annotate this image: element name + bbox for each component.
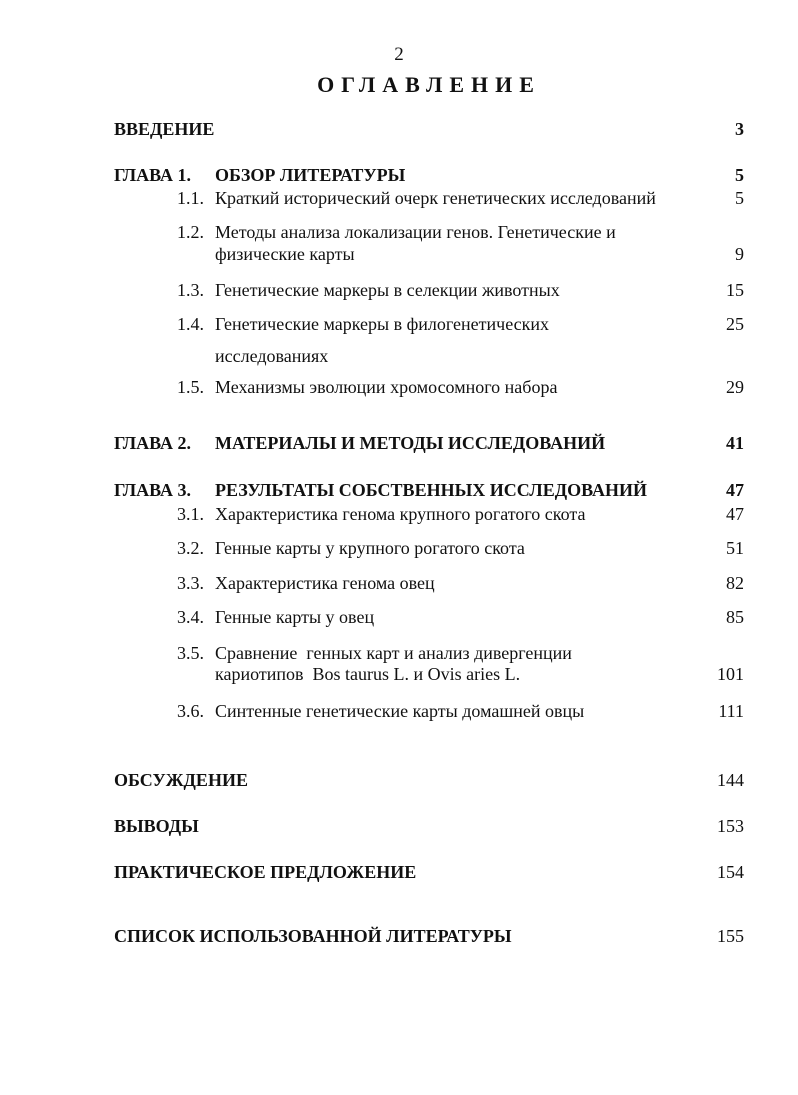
entry-title: Генетические маркеры в филогенетических (215, 314, 550, 334)
section-number: 3.4. (177, 607, 204, 627)
entry-page: 15 (726, 280, 744, 300)
chapter-label: ГЛАВА 3. (114, 480, 192, 500)
entry-title: Механизмы эволюции хромосомного набора (215, 377, 558, 397)
entry-title: РЕЗУЛЬТАТЫ СОБСТВЕННЫХ ИССЛЕДОВАНИЙ (215, 480, 647, 500)
entry-page: 153 (717, 816, 744, 836)
entry-title-cont: кариотипов Bos taurus L. и Ovis aries L. (215, 664, 521, 684)
entry-page: 47 (726, 504, 744, 524)
entry-title: ВЫВОДЫ (114, 816, 199, 836)
entry-title: Генные карты у крупного рогатого скота (215, 538, 525, 558)
entry-page: 51 (726, 538, 744, 558)
entry-title: СПИСОК ИСПОЛЬЗОВАННОЙ ЛИТЕРАТУРЫ (114, 926, 512, 946)
entry-title: Синтенные генетические карты домашней овцы (215, 701, 585, 721)
entry-title: ПРАКТИЧЕСКОЕ ПРЕДЛОЖЕНИЕ (114, 862, 417, 882)
section-number: 3.5. (177, 643, 204, 663)
entry-page: 29 (726, 377, 744, 397)
entry-page: 101 (717, 664, 744, 684)
entry-title: ОБЗОР ЛИТЕРАТУРЫ (215, 165, 406, 185)
entry-page: 82 (726, 573, 744, 593)
entry-title: Генетические маркеры в селекции животных (215, 280, 560, 300)
toc-title: ОГЛАВЛЕНИЕ (317, 72, 541, 97)
entry-page: 154 (717, 862, 744, 882)
entry-page: 5 (735, 188, 744, 208)
section-number: 1.3. (177, 280, 204, 300)
entry-title-cont: физические карты (215, 244, 355, 264)
entry-page: 155 (717, 926, 744, 946)
entry-title-cont: исследованиях (215, 346, 329, 366)
entry-page: 9 (735, 244, 744, 264)
section-number: 1.4. (177, 314, 204, 334)
entry-title: Краткий исторический очерк генетических исследований (215, 188, 656, 208)
entry-page: 41 (726, 433, 744, 453)
entry-title: Характеристика генома крупного рогатого скота (215, 504, 586, 524)
entry-title: ВВЕДЕНИЕ (114, 119, 215, 139)
entry-page: 85 (726, 607, 744, 627)
entry-title: Методы анализа локализации генов. Генетические и (215, 222, 616, 242)
entry-page: 3 (735, 119, 744, 139)
section-number: 3.3. (177, 573, 204, 593)
entry-title: МАТЕРИАЛЫ И МЕТОДЫ ИССЛЕДОВАНИЙ (215, 433, 606, 453)
entry-page: 25 (726, 314, 744, 334)
section-number: 1.5. (177, 377, 204, 397)
page-number: 2 (394, 44, 404, 65)
section-number: 3.2. (177, 538, 204, 558)
section-number: 3.1. (177, 504, 204, 524)
entry-title: ОБСУЖДЕНИЕ (114, 770, 248, 790)
entry-page: 144 (717, 770, 744, 790)
entry-title: Характеристика генома овец (215, 573, 435, 593)
entry-page: 47 (726, 480, 744, 500)
section-number: 1.2. (177, 222, 204, 242)
entry-page: 5 (735, 165, 744, 185)
chapter-label: ГЛАВА 1. (114, 165, 192, 185)
section-number: 1.1. (177, 188, 204, 208)
entry-title: Генные карты у овец (215, 607, 375, 627)
entry-page: 111 (718, 701, 744, 721)
section-number: 3.6. (177, 701, 204, 721)
entry-title: Сравнение генных карт и анализ дивергенции (215, 643, 572, 663)
chapter-label: ГЛАВА 2. (114, 433, 192, 453)
